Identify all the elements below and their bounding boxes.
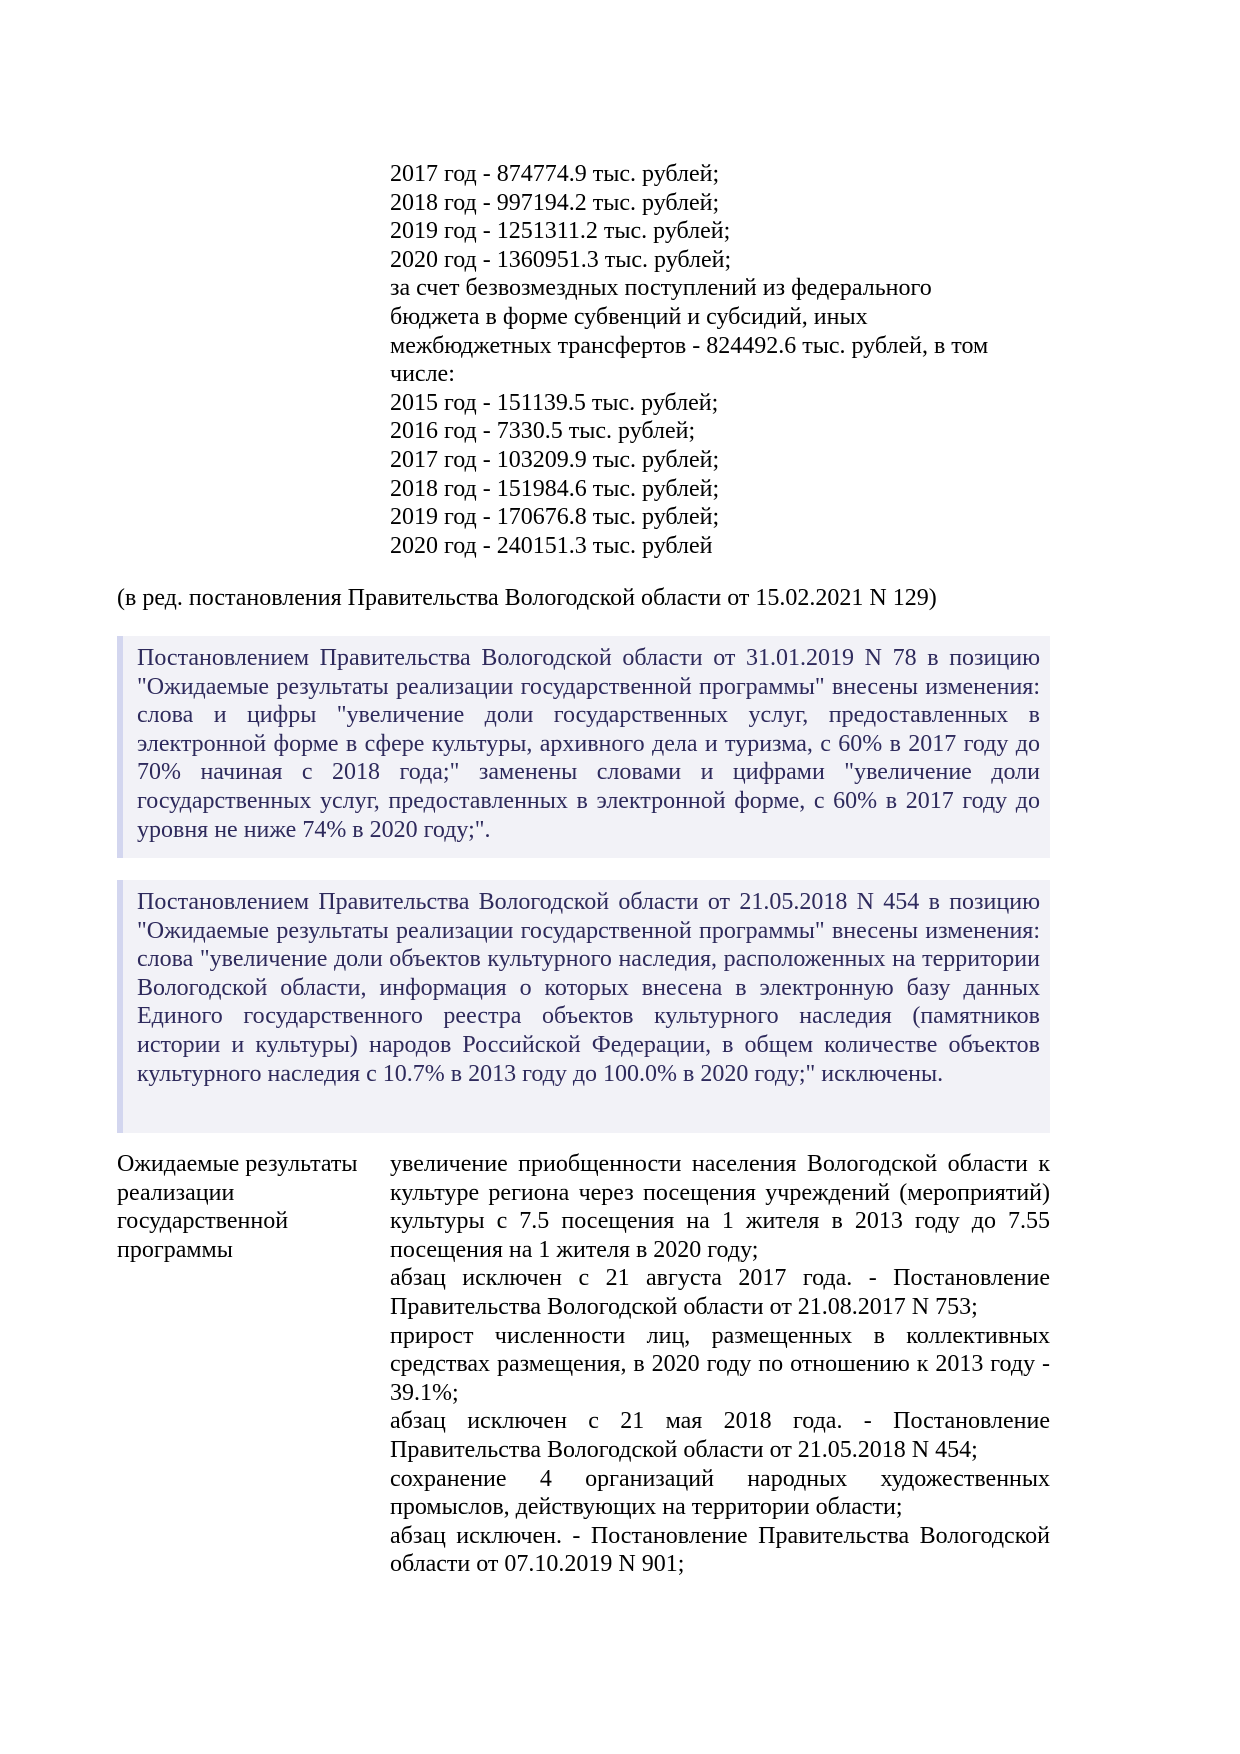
result-paragraph: абзац исключен с 21 августа 2017 года. - Постановление Правительства Вологодской области от 21.08.2017 N 753; — [390, 1265, 1050, 1320]
amendment-note-text: Постановлением Правительства Вологодской области от 31.01.2019 N 78 в позицию "Ожидаемые результаты реализации государственной программы" внесены изменения: слова и цифры "увеличение доли государственных услуг, предоставленных в электронной форме в сфере культуры, архивного дела и туризма, с 60% в 2017 году до 70% начиная с 2018 года;" заменены словами и цифрами "увеличение доли государственных услуг, предоставленных в электронной форме, с 60% в 2017 году до уровня не ниже 74% в 2020 году;". — [137, 645, 1040, 843]
label-line: государственной — [117, 1208, 289, 1235]
federal-line: 2017 год - 103209.9 тыс. рублей; — [390, 446, 720, 473]
federal-intro-line: числе: — [390, 361, 455, 388]
federal-line: 2020 год - 240151.3 тыс. рублей — [390, 532, 713, 559]
federal-intro-line: межбюджетных трансфертов - 824492.6 тыс. рублей, в том — [390, 332, 989, 359]
federal-line: 2015 год - 151139.5 тыс. рублей; — [390, 389, 719, 416]
financing-block — [390, 160, 1030, 560]
federal-line: 2019 год - 170676.8 тыс. рублей; — [390, 504, 720, 531]
edition-note: (в ред. постановления Правительства Вологодской области от 15.02.2021 N 129) — [117, 585, 937, 611]
result-paragraph: увеличение приобщенности населения Вологодской области к культуре региона через посещения учреждений (мероприятий) культуры с 7.5 посещения на 1 жителя в 2013 году до 7.55 посещения на 1 жителя в 2020 году; — [390, 1151, 1050, 1263]
amendment-note-text: Постановлением Правительства Вологодской области от 21.05.2018 N 454 в позицию "Ожидаемые результаты реализации государственной программы" внесены изменения: слова "увеличение доли объектов культурного наследия, расположенных на территории Вологодской области, информация о которых внесена в электронную базу данных Единого государственного реестра объектов культурного наследия (памятников истории и культуры) народов Российской Федерации, в общем количестве объектов культурного наследия с 10.7% в 2013 году до 100.0% в 2020 году;" исключены. — [137, 889, 1040, 1087]
expected-results-row — [117, 1150, 1050, 1579]
federal-intro-line: бюджета в форме субвенций и субсидий, иных — [390, 303, 868, 330]
financing-line: 2020 год - 1360951.3 тыс. рублей; — [390, 246, 732, 273]
federal-intro-line: за счет безвозмездных поступлений из федерального — [390, 275, 932, 302]
federal-line: 2018 год - 151984.6 тыс. рублей; — [390, 475, 720, 502]
result-paragraph: абзац исключен с 21 мая 2018 года. - Постановление Правительства Вологодской области от 21.05.2018 N 454; — [390, 1408, 1050, 1463]
label-line: программы — [117, 1236, 233, 1263]
financing-line: 2018 год - 997194.2 тыс. рублей; — [390, 189, 720, 216]
financing-line: 2019 год - 1251311.2 тыс. рублей; — [390, 218, 731, 245]
expected-results-label — [117, 1150, 390, 1579]
label-line: Ожидаемые результаты — [117, 1151, 358, 1177]
result-paragraph: сохранение 4 организаций народных художественных промыслов, действующих на территории области; — [390, 1465, 1050, 1521]
federal-line: 2016 год - 7330.5 тыс. рублей; — [390, 418, 696, 445]
expected-results-values — [390, 1150, 1050, 1579]
label-line: реализации — [117, 1179, 235, 1206]
amendment-note — [117, 636, 1050, 858]
result-paragraph: прирост численности лиц, размещенных в коллективных средствах размещения, в 2020 году по отношению к 2013 году - 39.1%; — [390, 1322, 1050, 1406]
amendment-note — [117, 880, 1050, 1133]
result-paragraph: абзац исключен. - Постановление Правительства Вологодской области от 07.10.2019 N 901; — [390, 1522, 1050, 1578]
financing-line: 2017 год - 874774.9 тыс. рублей; — [390, 161, 720, 187]
